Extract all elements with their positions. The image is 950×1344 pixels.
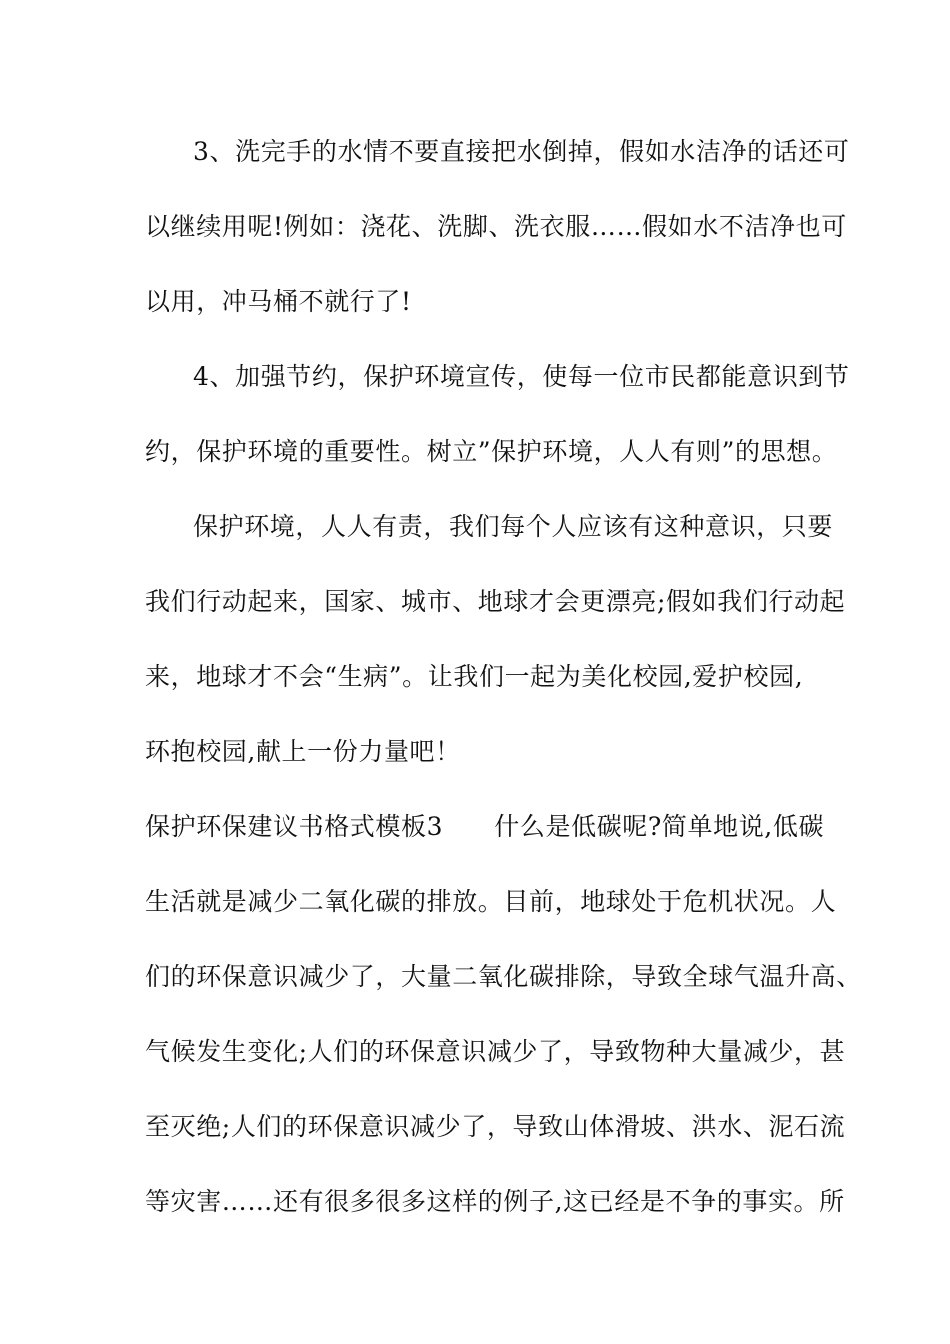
text-line: 以继续用呢!例如：浇花、洗脚、洗衣服……假如水不洁净也可 — [145, 212, 847, 241]
text-line: 我们行动起来，国家、城市、地球才会更漂亮;假如我们行动起 — [145, 587, 846, 616]
text-line: 3、洗完手的水情不要直接把水倒掉，假如水洁净的话还可 — [193, 137, 850, 166]
text-line: 至灭绝;人们的环保意识减少了，导致山体滑坡、洪水、泥石流 — [145, 1112, 846, 1141]
text-line: 4、加强节约，保护环境宣传，使每一位市民都能意识到节 — [193, 362, 850, 391]
text-line: 环抱校园,献上一份力量吧！ — [145, 737, 461, 766]
text-line: 保护环境，人人有责，我们每个人应该有这种意识，只要 — [193, 512, 834, 541]
text-line: 气候发生变化;人们的环保意识减少了，导致物种大量减少，甚 — [145, 1037, 846, 1066]
text-line: 们的环保意识减少了，大量二氧化碳排除，导致全球气温升高、 — [145, 962, 862, 991]
text-line: 来，地球才不会“生病”。让我们一起为美化校园,爱护校园, — [145, 662, 804, 691]
text-line: 以用，冲马桶不就行了! — [145, 287, 412, 316]
text-line: 生活就是减少二氧化碳的排放。目前，地球处于危机状况。人 — [145, 887, 837, 916]
section-heading-line: 保护环保建议书格式模板3 什么是低碳呢?简单地说,低碳 — [145, 812, 825, 841]
text-line: 等灾害……还有很多很多这样的例子,这已经是不争的事实。所 — [145, 1187, 845, 1216]
text-line: 约，保护环境的重要性。树立”保护环境，人人有则”的思想。 — [145, 437, 838, 466]
